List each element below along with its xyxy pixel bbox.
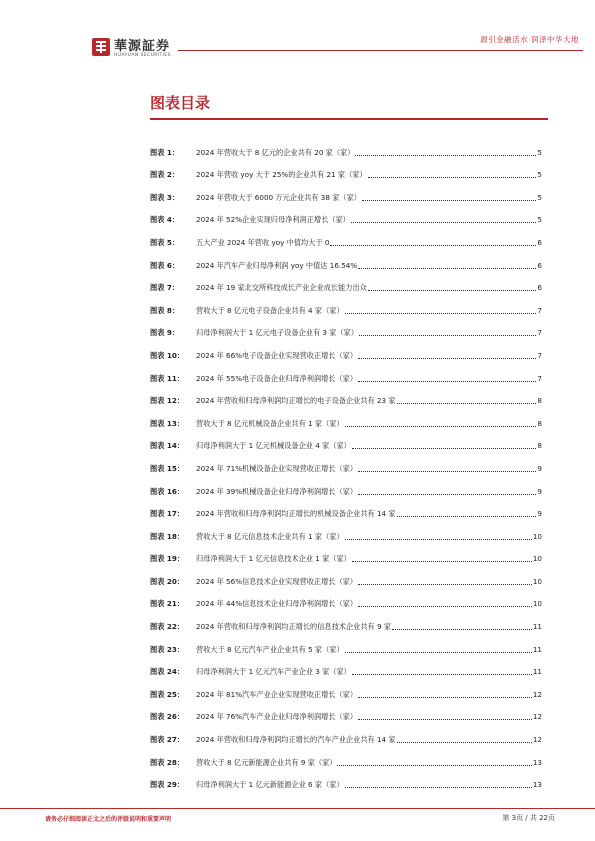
toc-entry[interactable] xyxy=(150,519,542,542)
toc-entry-title: 2024 年 39%机械设备企业归母净利润增长（家） xyxy=(196,486,358,496)
page-number: 第 3页 / 共 22页 xyxy=(502,814,555,822)
toc-entry[interactable] xyxy=(150,474,542,497)
toc-entry-title: 2024 年 44%信息技术企业归母净利润增长（家） xyxy=(196,599,358,609)
toc-entry[interactable] xyxy=(150,564,542,587)
toc-entry-title: 五大产业 2024 年营收 yoy 中值均大于 0 xyxy=(196,237,330,247)
toc-entry-title: 2024 年 55%电子设备企业归母净利润增长（家） xyxy=(196,373,358,383)
toc-entry-page: 6 xyxy=(537,283,542,293)
toc-entry-label: 图表 15： xyxy=(150,463,185,473)
toc-entry-label: 图表 21： xyxy=(150,599,185,609)
toc-entry[interactable] xyxy=(150,609,542,632)
toc-entry-leader xyxy=(330,244,536,246)
toc-entry-label: 图表 10： xyxy=(150,350,185,360)
toc-entry-label: 图表 16： xyxy=(150,486,185,496)
toc-entry-leader xyxy=(358,718,532,720)
footer-disclaimer: 请务必仔细阅读正文之后的评级说明和重要声明 xyxy=(45,816,172,823)
toc-entry-label: 图表 12： xyxy=(150,396,185,406)
toc-entry-page: 6 xyxy=(537,237,542,247)
toc-entry-page: 8 xyxy=(537,396,542,406)
toc-entry[interactable] xyxy=(150,361,542,384)
toc-entry-label: 图表 29： xyxy=(150,780,185,790)
toc-list xyxy=(150,135,542,790)
toc-entry-page: 7 xyxy=(537,305,542,315)
toc-entry-leader xyxy=(358,357,536,359)
toc-entry[interactable] xyxy=(150,655,542,678)
toc-entry-leader xyxy=(345,651,532,653)
toc-entry-label: 图表 9： xyxy=(150,328,180,338)
toc-entry-page: 12 xyxy=(532,735,542,745)
toc-entry[interactable] xyxy=(150,135,542,158)
toc-entry-leader xyxy=(345,425,537,427)
toc-entry-label: 图表 11： xyxy=(150,373,185,383)
toc-entry-page: 7 xyxy=(537,350,542,360)
toc-entry-page: 12 xyxy=(532,689,542,699)
toc-entry[interactable] xyxy=(150,429,542,452)
toc-entry-label: 图表 27： xyxy=(150,735,185,745)
toc-entry-title: 2024 年 71%机械设备企业实现营收正增长（家） xyxy=(196,463,358,473)
toc-entry-label: 图表 19： xyxy=(150,554,185,564)
toc-entry-title: 2024 年 66%电子设备企业实现营收正增长（家） xyxy=(196,350,358,360)
toc-entry-leader xyxy=(368,289,537,291)
toc-entry-title: 2024 年 52%企业实现归母净利润正增长（家） xyxy=(196,215,350,225)
toc-entry-page: 11 xyxy=(532,644,542,654)
toc-entry-page: 5 xyxy=(537,170,542,180)
toc-entry-page: 8 xyxy=(537,418,542,428)
toc-entry-title: 2024 年 19 家北交所科技成长产业企业成长能力出众 xyxy=(196,283,367,293)
toc-entry-page: 5 xyxy=(537,215,542,225)
toc-entry-page: 11 xyxy=(532,622,542,632)
toc-entry-title: 2024 年营收大于 8 亿元的企业共有 20 家（家） xyxy=(196,147,355,157)
toc-entry-title: 归母净利润大于 1 亿元电子设备企业有 3 家（家） xyxy=(196,328,359,338)
toc-entry[interactable] xyxy=(150,406,542,429)
toc-entry-page: 7 xyxy=(537,373,542,383)
toc-entry-leader xyxy=(355,154,536,156)
toc-entry-label: 图表 22： xyxy=(150,622,185,632)
toc-entry[interactable] xyxy=(150,451,542,474)
toc-entry-label: 图表 2： xyxy=(150,170,180,180)
toc-entry-page: 6 xyxy=(537,260,542,270)
toc-entry[interactable] xyxy=(150,158,542,181)
toc-entry-leader xyxy=(352,560,532,562)
toc-entry[interactable] xyxy=(150,677,542,700)
toc-entry-label: 图表 17： xyxy=(150,509,185,519)
toc-entry-leader xyxy=(397,402,537,404)
toc-entry-title: 归母净利润大于 1 亿元汽车产业企业 3 家（家） xyxy=(196,667,351,677)
toc-entry-title: 2024 年汽车产业归母净利润 yoy 中值达 16.54% xyxy=(196,260,358,270)
toc-entry-page: 10 xyxy=(532,554,542,564)
logo-icon xyxy=(92,38,110,56)
toc-entry-title: 2024 年营收和归母净利润均正增长的电子设备企业共有 23 家 xyxy=(196,396,396,406)
title-divider xyxy=(150,118,548,120)
toc-entry[interactable] xyxy=(150,203,542,226)
toc-entry[interactable] xyxy=(150,700,542,723)
toc-entry-title: 归母净利润大于 1 亿元信息技术企业 1 家（家） xyxy=(196,554,351,564)
toc-entry-label: 图表 3： xyxy=(150,192,180,202)
toc-entry-page: 5 xyxy=(537,147,542,157)
toc-entry[interactable] xyxy=(150,293,542,316)
toc-entry[interactable] xyxy=(150,225,542,248)
toc-entry-title: 2024 年营收大于 6000 万元企业共有 38 家（家） xyxy=(196,192,361,202)
toc-entry-label: 图表 4： xyxy=(150,215,180,225)
toc-entry-page: 13 xyxy=(532,780,542,790)
toc-entry-label: 图表 7： xyxy=(150,283,180,293)
toc-entry-page: 10 xyxy=(532,531,542,541)
toc-entry-title: 2024 年 76%汽车产业企业归母净利润增长（家） xyxy=(196,712,358,722)
toc-entry-page: 5 xyxy=(537,192,542,202)
toc-entry-label: 图表 24： xyxy=(150,667,185,677)
header-divider xyxy=(178,50,583,51)
toc-entry[interactable] xyxy=(150,180,542,203)
toc-entry-page: 11 xyxy=(532,667,542,677)
toc-entry-label: 图表 26： xyxy=(150,712,185,722)
toc-entry-label: 图表 5： xyxy=(150,237,180,247)
toc-entry-label: 图表 20： xyxy=(150,576,185,586)
logo-text: 華源証券 xyxy=(114,39,171,54)
toc-entry-leader xyxy=(358,470,536,472)
toc-entry-leader xyxy=(358,493,536,495)
toc-entry-leader xyxy=(352,673,532,675)
toc-entry-label: 图表 23： xyxy=(150,644,185,654)
toc-entry-page: 9 xyxy=(537,463,542,473)
toc-entry[interactable] xyxy=(150,542,542,565)
page-header xyxy=(0,0,595,60)
toc-entry-title: 2024 年 81%汽车产业企业实现营收正增长（家） xyxy=(196,689,358,699)
toc-entry[interactable] xyxy=(150,384,542,407)
toc-entry-leader xyxy=(358,605,532,607)
toc-entry-leader xyxy=(359,334,536,336)
toc-entry-title: 2024 年 56%信息技术企业实现营收正增长（家） xyxy=(196,576,358,586)
toc-entry[interactable] xyxy=(150,338,542,361)
toc-entry-leader xyxy=(397,515,537,517)
toc-entry[interactable] xyxy=(150,745,542,768)
toc-entry-label: 图表 8： xyxy=(150,305,180,315)
toc-entry[interactable] xyxy=(150,632,542,655)
toc-entry-leader xyxy=(345,312,537,314)
toc-entry-leader xyxy=(351,221,537,223)
toc-entry-title: 2024 年营收 yoy 大于 25%的企业共有 21 家（家） xyxy=(196,170,367,180)
page-title: 图表目录 xyxy=(150,94,211,112)
toc-entry-title: 归母净利润大于 1 亿元机械设备企业 4 家（家） xyxy=(196,441,351,451)
toc-entry-leader xyxy=(352,447,537,449)
toc-entry-title: 营收大于 8 亿元电子设备企业共有 4 家（家） xyxy=(196,305,344,315)
toc-entry-leader xyxy=(362,199,536,201)
toc-entry[interactable] xyxy=(150,497,542,520)
toc-entry-title: 营收大于 8 亿元信息技术企业共有 1 家（家） xyxy=(196,531,344,541)
toc-entry-label: 图表 1： xyxy=(150,147,180,157)
toc-entry[interactable] xyxy=(150,722,542,745)
toc-entry-label: 图表 18： xyxy=(150,531,185,541)
toc-entry-leader xyxy=(358,696,532,698)
toc-entry-title: 营收大于 8 亿元机械设备企业共有 1 家（家） xyxy=(196,418,344,428)
toc-entry-page: 10 xyxy=(532,599,542,609)
toc-entry-leader xyxy=(368,176,537,178)
toc-entry-page: 12 xyxy=(532,712,542,722)
footer-divider xyxy=(0,808,595,809)
toc-entry-leader xyxy=(345,786,532,788)
toc-entry-label: 图表 6： xyxy=(150,260,180,270)
toc-entry-title: 2024 年营收和归母净利润均正增长的机械设备企业共有 14 家 xyxy=(196,509,396,519)
toc-entry-leader xyxy=(337,764,531,766)
toc-entry-label: 图表 28： xyxy=(150,757,185,767)
logo-subtext: HUAYUAN SECURITIES xyxy=(114,53,171,58)
toc-entry-page: 10 xyxy=(532,576,542,586)
toc-entry-leader xyxy=(345,538,532,540)
toc-entry-title: 归母净利润大于 1 亿元新能源企业 6 家（家） xyxy=(196,780,344,790)
toc-entry-label: 图表 14： xyxy=(150,441,185,451)
toc-entry-page: 9 xyxy=(537,509,542,519)
toc-entry-title: 营收大于 8 亿元汽车产业企业共有 5 家（家） xyxy=(196,644,344,654)
toc-entry-page: 13 xyxy=(532,757,542,767)
toc-entry-leader xyxy=(358,267,536,269)
toc-entry[interactable] xyxy=(150,768,542,791)
toc-entry-leader xyxy=(358,380,536,382)
toc-entry-label: 图表 13： xyxy=(150,418,185,428)
toc-entry[interactable] xyxy=(150,248,542,271)
toc-entry-leader xyxy=(397,741,532,743)
toc-entry-page: 8 xyxy=(537,441,542,451)
toc-entry-leader xyxy=(358,583,532,585)
toc-entry-title: 2024 年营收和归母净利润均正增长的信息技术企业共有 9 家 xyxy=(196,622,392,632)
toc-entry[interactable] xyxy=(150,316,542,339)
header-slogan: 源引金融活水 润泽中华大地 xyxy=(480,35,579,44)
toc-entry-leader xyxy=(392,628,532,630)
toc-entry-page: 9 xyxy=(537,486,542,496)
toc-entry[interactable] xyxy=(150,587,542,610)
toc-entry[interactable] xyxy=(150,271,542,294)
toc-entry-title: 2024 年营收和归母净利润均正增长的汽车产业企业共有 14 家 xyxy=(196,735,396,745)
toc-entry-label: 图表 25： xyxy=(150,689,185,699)
toc-entry-page: 7 xyxy=(537,328,542,338)
toc-entry-title: 营收大于 8 亿元新能源企业共有 9 家（家） xyxy=(196,757,337,767)
